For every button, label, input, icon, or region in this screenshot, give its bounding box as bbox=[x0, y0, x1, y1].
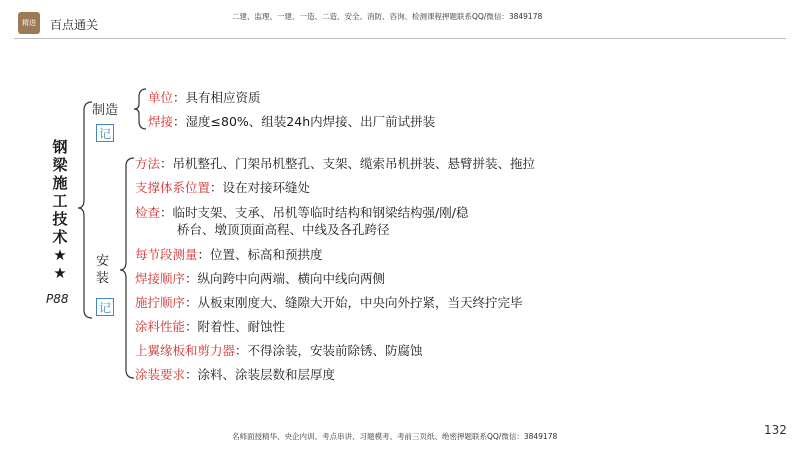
header-contact-info: 二建、监理、一建、一造、二造、安全、消防、咨询、检测课程押题联系QQ/微信：3849178 bbox=[232, 12, 543, 21]
install-item-tightening-order: 施拧顺序：从板束刚度大、缝隙大开始，中央向外拧紧，当天终拧完毕 bbox=[135, 295, 523, 310]
manufacture-item-1: 单位：具有相应资质 bbox=[148, 90, 261, 105]
page-number: 132 bbox=[764, 423, 787, 437]
ji-box-manufacture: 记 bbox=[96, 124, 114, 142]
install-item-coating-performance: 涂料性能：附着性、耐蚀性 bbox=[135, 319, 286, 334]
logo: 精进 bbox=[18, 12, 40, 34]
manufacture-item-2: 焊接：湿度≤80%、组装24h内焊接、出厂前试拼装 bbox=[148, 114, 436, 129]
install-item-welding-order: 焊接顺序：纵向跨中向两端、横向中线向两侧 bbox=[135, 271, 386, 286]
install-item-inspection-cont: 桥台、墩顶顶面高程、中线及各孔跨径 bbox=[177, 222, 390, 237]
page-reference: P88 bbox=[46, 292, 69, 306]
install-item-method: 方法：吊机整孔、门架吊机整孔、支架、缆索吊机拼装、悬臂拼装、拖拉 bbox=[135, 156, 536, 171]
install-item-inspection: 检查：临时支架、支承、吊机等临时结构和钢梁结构强/刚/稳 bbox=[135, 205, 469, 220]
footer-contact-info: 名师面授精华、央企内训、考点串讲、习题模考、考前三页纸、绝密押题联系QQ/微信：3849178 bbox=[232, 432, 558, 441]
install-item-flange-shear: 上翼缘板和剪力器：不得涂装，安装前除锈、防腐蚀 bbox=[135, 343, 423, 358]
install-item-coating-requirements: 涂装要求：涂料、涂装层数和层厚度 bbox=[135, 367, 336, 382]
manufacture-label: 制造 bbox=[92, 103, 119, 118]
install-item-segment-survey: 每节段测量：位置、标高和预拱度 bbox=[135, 247, 323, 262]
ji-box-install: 记 bbox=[96, 298, 114, 316]
install-label: 安 装 bbox=[96, 254, 110, 286]
header-title: 百点通关 bbox=[50, 18, 99, 32]
install-item-support-position: 支撑体系位置：设在对接环缝处 bbox=[135, 180, 311, 195]
main-title: 钢 梁 施 工 技 术 ★ ★ bbox=[52, 138, 68, 282]
